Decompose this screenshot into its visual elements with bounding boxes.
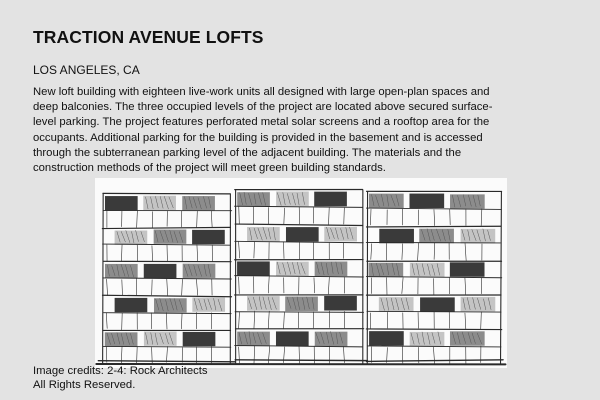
project-description: New loft building with eighteen live-work units all designed with large open-plan spaces and deep balconies. The three occupied levels of the project are located above secured surface-level parking. The project features perforated metal solar screens and a rooftop area for the occupants. Additional parking for the building is provided in the basement and is accessed through the subterranean parking level of the adjacent building. The materials and the construction methods of the project will meet green building standards. [33,86,493,175]
location-label: LOS ANGELES, CA [33,63,140,77]
facade-sketch-icon [95,178,507,368]
image-credits [33,364,208,392]
rights-line: All Rights Reserved. [33,379,136,391]
facade-sketch-image [95,178,507,368]
credits-line: Image credits: 2-4: Rock Architects [33,365,208,377]
page-title: TRACTION AVENUE LOFTS [33,27,264,47]
